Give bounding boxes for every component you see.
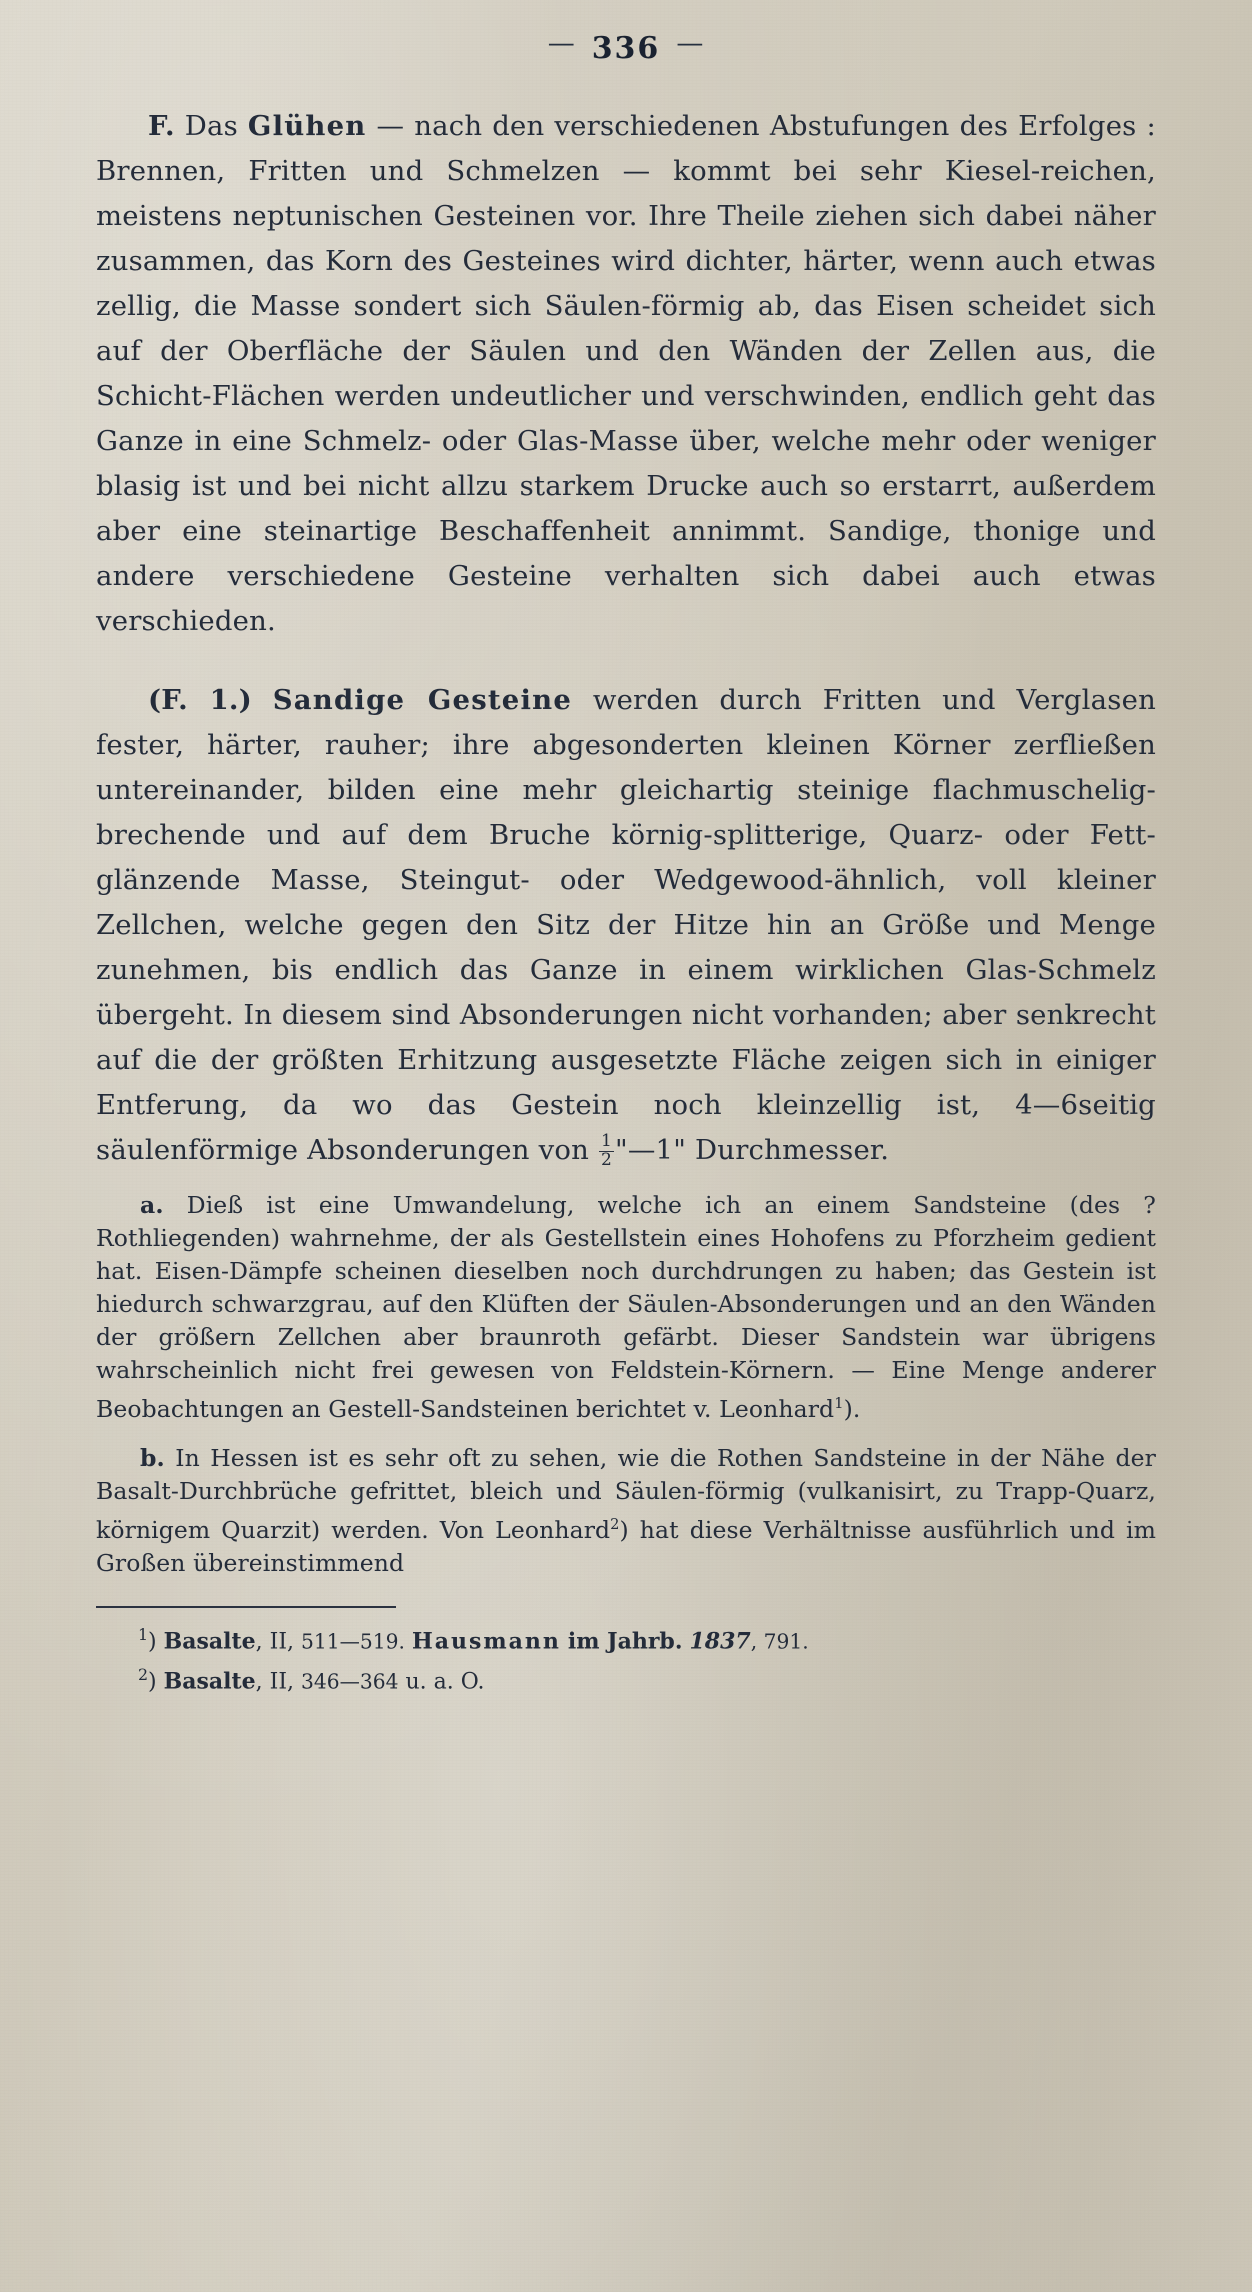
footnote-divider bbox=[96, 1606, 396, 1608]
footnote-2-extra: u. a. O. bbox=[405, 1669, 485, 1695]
paragraph-f-body: — nach den verschiedenen Abstufungen des Erfolges : Brennen, Fritten und Schmelzen — kommt bei sehr Kiesel-reichen, meistens neptunischen Gesteinen vor. Ihre Theile ziehen sich dabei näher zusammen, das Korn des Gesteines wird dichter, härter, wenn auch etwas zellig, die Masse sondert sich Säulen-förmig ab, das Eisen scheidet sich auf der Oberfläche der Säulen und den Wänden der Zellen aus, die Schicht-Flächen werden undeutlicher und verschwinden, endlich geht das Ganze in eine Schmelz- oder Glas-Masse über, welche mehr oder weniger blasig ist und bei nicht allzu starkem Drucke auch so erstarrt, außerdem aber eine steinartige Beschaffenheit annimmt. Sandige, thonige und andere verschiedene Gesteine verhalten sich dabei auch etwas verschieden. bbox=[96, 110, 1156, 637]
footnote-1-number: 1 bbox=[137, 1624, 149, 1644]
footnote-2-number: 2 bbox=[137, 1664, 149, 1684]
fraction-denominator: 2 bbox=[600, 1149, 612, 1170]
paragraph-f-lead-word: Das bbox=[184, 110, 238, 142]
footnote-1-work: Basalte bbox=[163, 1627, 256, 1654]
footnote-2-pages: 346—364 bbox=[301, 1669, 399, 1694]
fraction-numerator: 1 bbox=[600, 1131, 612, 1152]
footnote-1-author: Hausmann bbox=[411, 1627, 561, 1654]
note-b-footnote-ref[interactable]: 2 bbox=[610, 1515, 620, 1533]
page-number: 336 bbox=[591, 31, 661, 66]
footnote-1-page: , 791. bbox=[750, 1628, 809, 1653]
footnote-block bbox=[96, 1618, 1156, 1699]
footnote-2-volume: , II, bbox=[255, 1669, 295, 1695]
page-header bbox=[0, 0, 1252, 66]
note-a-tail: ). bbox=[843, 1394, 861, 1423]
note-b bbox=[96, 1442, 1156, 1580]
note-b-tail: ) hat diese Verhältnisse ausführlich und im Großen übereinstimmend bbox=[96, 1515, 1156, 1577]
note-a-body: Dieß ist eine Umwandelung, welche ich an einem Sandsteine (des ?Rothliegenden) wahrnehme, der als Gestellstein eines Hohofens zu Pforzheim gedient hat. Eisen-Dämpfe scheinen dieselben noch durchdrungen zu haben; das Gestein ist hiedurch schwarzgrau, auf den Klüften der Säulen-Absonderungen und an den Wänden der größern Zellchen aber braunroth gefärbt. Dieser Sandstein war übrigens wahrscheinlich nicht frei gewesen von Feldstein-Körnern. — Eine Menge anderer Beobachtungen an Gestell-Sandsteinen berichtet v. Leonhard bbox=[96, 1191, 1156, 1423]
footnote-1: $^1$) Basalte, II, 511—519. Hausmann im Jahrb. 1837, 791. bbox=[137, 1624, 809, 1654]
paragraph-f1-tail: —1" Durchmesser. bbox=[627, 1134, 890, 1166]
paragraph-f-lead-letter: F. bbox=[148, 110, 175, 142]
note-a bbox=[96, 1189, 1156, 1426]
footnote-1-year: 1837 bbox=[689, 1627, 751, 1654]
footnote-1-pages: 511—519. bbox=[301, 1628, 405, 1653]
footnote-1-volume: , II, bbox=[255, 1628, 295, 1654]
header-dash-left: — bbox=[547, 28, 576, 59]
paragraph-f1 bbox=[96, 678, 1156, 1173]
fraction-unit: " bbox=[615, 1134, 628, 1166]
footnote-2: $^2$) Basalte, II, 346—364 u. a. O. bbox=[137, 1664, 485, 1695]
note-b-label: b. bbox=[140, 1443, 165, 1472]
note-a-footnote-ref[interactable]: 1 bbox=[834, 1395, 844, 1412]
text-column bbox=[96, 104, 1156, 1698]
paragraph-f bbox=[96, 104, 1156, 644]
fraction-one-half bbox=[599, 1133, 614, 1170]
paragraph-f-headword: Glühen bbox=[247, 110, 367, 142]
paragraph-f1-body: werden durch Fritten und Verglasen fester, härter, rauher; ihre abgesonderten kleinen Körner zerfließen untereinander, bilden eine mehr gleichartig steinige flachmuschelig-brechende und auf dem Bruche körnig-splitterige, Quarz- oder Fett-glänzende Masse, Steingut- oder Wedgewood-ähnlich, voll kleiner Zellchen, welche gegen den Sitz der Hitze hin an Größe und Menge zunehmen, bis endlich das Ganze in einem wirklichen Glas-Schmelz übergeht. In diesem sind Absonderungen nicht vorhanden; aber senkrecht auf die der größten Erhitzung ausgesetzte Fläche zeigen sich in einiger Entferung, da wo das Gestein noch kleinzellig ist, 4—6seitig säulenförmige Absonderungen von bbox=[96, 684, 1156, 1166]
note-a-label: a. bbox=[140, 1191, 164, 1219]
note-b-body: In Hessen ist es sehr oft zu sehen, wie die Rothen Sandsteine in der Nähe der Basalt-Durchbrüche gefrittet, bleich und Säulen-förmig (vulkanisirt, zu Trapp-Quarz, körnigem Quarzit) werden. Von Leonhard bbox=[96, 1443, 1156, 1544]
paragraph-f1-label: (F. 1.) bbox=[148, 684, 252, 716]
footnote-2-work: Basalte bbox=[163, 1668, 256, 1695]
header-dash-right: — bbox=[676, 28, 705, 59]
paragraph-f1-headword: Sandige Gesteine bbox=[272, 684, 573, 716]
footnote-1-source: im Jahrb. bbox=[567, 1627, 683, 1654]
